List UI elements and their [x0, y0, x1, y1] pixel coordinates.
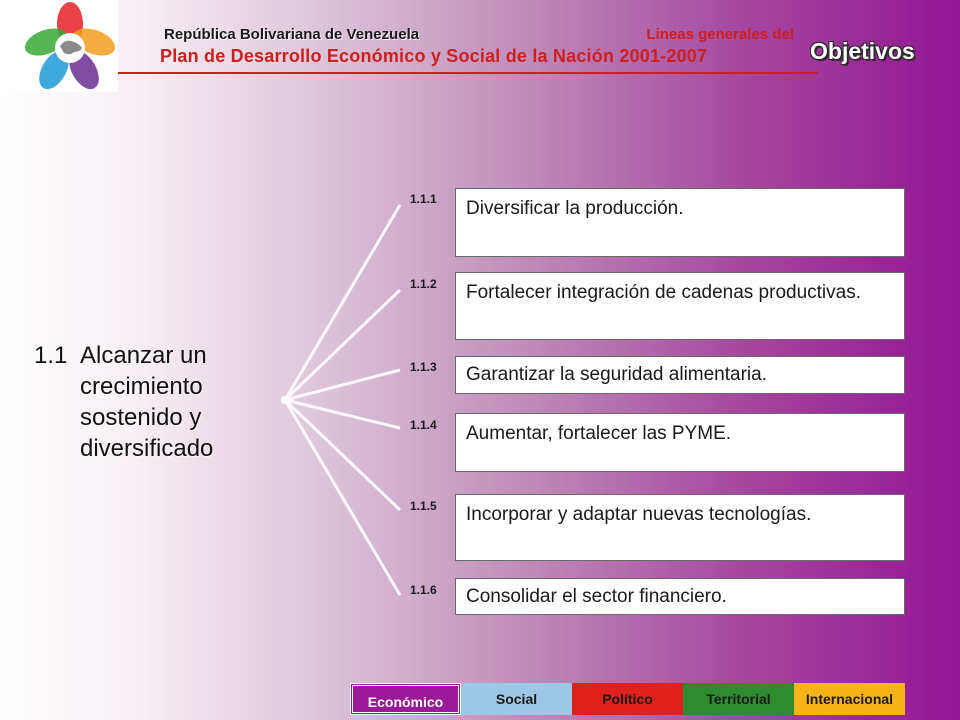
category-tabs: [350, 683, 905, 715]
objective-code-6: 1.1.6: [410, 583, 437, 597]
objective-box-1: Diversificar la producción.: [455, 188, 905, 257]
tab-territorial[interactable]: Territorial: [683, 683, 794, 715]
tab-politico[interactable]: Político: [572, 683, 683, 715]
goal-text: Alcanzar un crecimiento sostenido y diversificado: [80, 342, 214, 462]
objective-box-3: Garantizar la seguridad alimentaria.: [455, 356, 905, 394]
objective-code-4: 1.1.4: [410, 418, 437, 432]
objective-box-4: Aumentar, fortalecer las PYME.: [455, 413, 905, 472]
document-label: Lineas generales del: [646, 26, 794, 43]
tab-internacional[interactable]: Internacional: [794, 683, 905, 715]
objective-box-2: Fortalecer integración de cadenas productivas.: [455, 272, 905, 340]
goal-number: 1.1: [34, 342, 68, 369]
section-title: Objetivos: [810, 38, 915, 64]
plan-title: Plan de Desarrollo Económico y Social de la Nación 2001-2007: [160, 46, 708, 66]
ray-6: [285, 400, 400, 595]
tab-economico[interactable]: Económico: [350, 683, 461, 715]
objective-code-3: 1.1.3: [410, 360, 437, 374]
objective-code-5: 1.1.5: [410, 499, 437, 513]
country-name: República Bolivariana de Venezuela: [164, 26, 420, 43]
ray-origin: [281, 396, 289, 404]
ray-5: [285, 400, 400, 510]
objective-box-6: Consolidar el sector financiero.: [455, 578, 905, 615]
ray-4: [285, 400, 400, 428]
objective-code-1: 1.1.1: [410, 192, 437, 206]
ray-1: [285, 205, 400, 400]
objective-code-2: 1.1.2: [410, 277, 437, 291]
tab-social[interactable]: Social: [461, 683, 572, 715]
objective-box-5: Incorporar y adaptar nuevas tecnologías.: [455, 494, 905, 561]
